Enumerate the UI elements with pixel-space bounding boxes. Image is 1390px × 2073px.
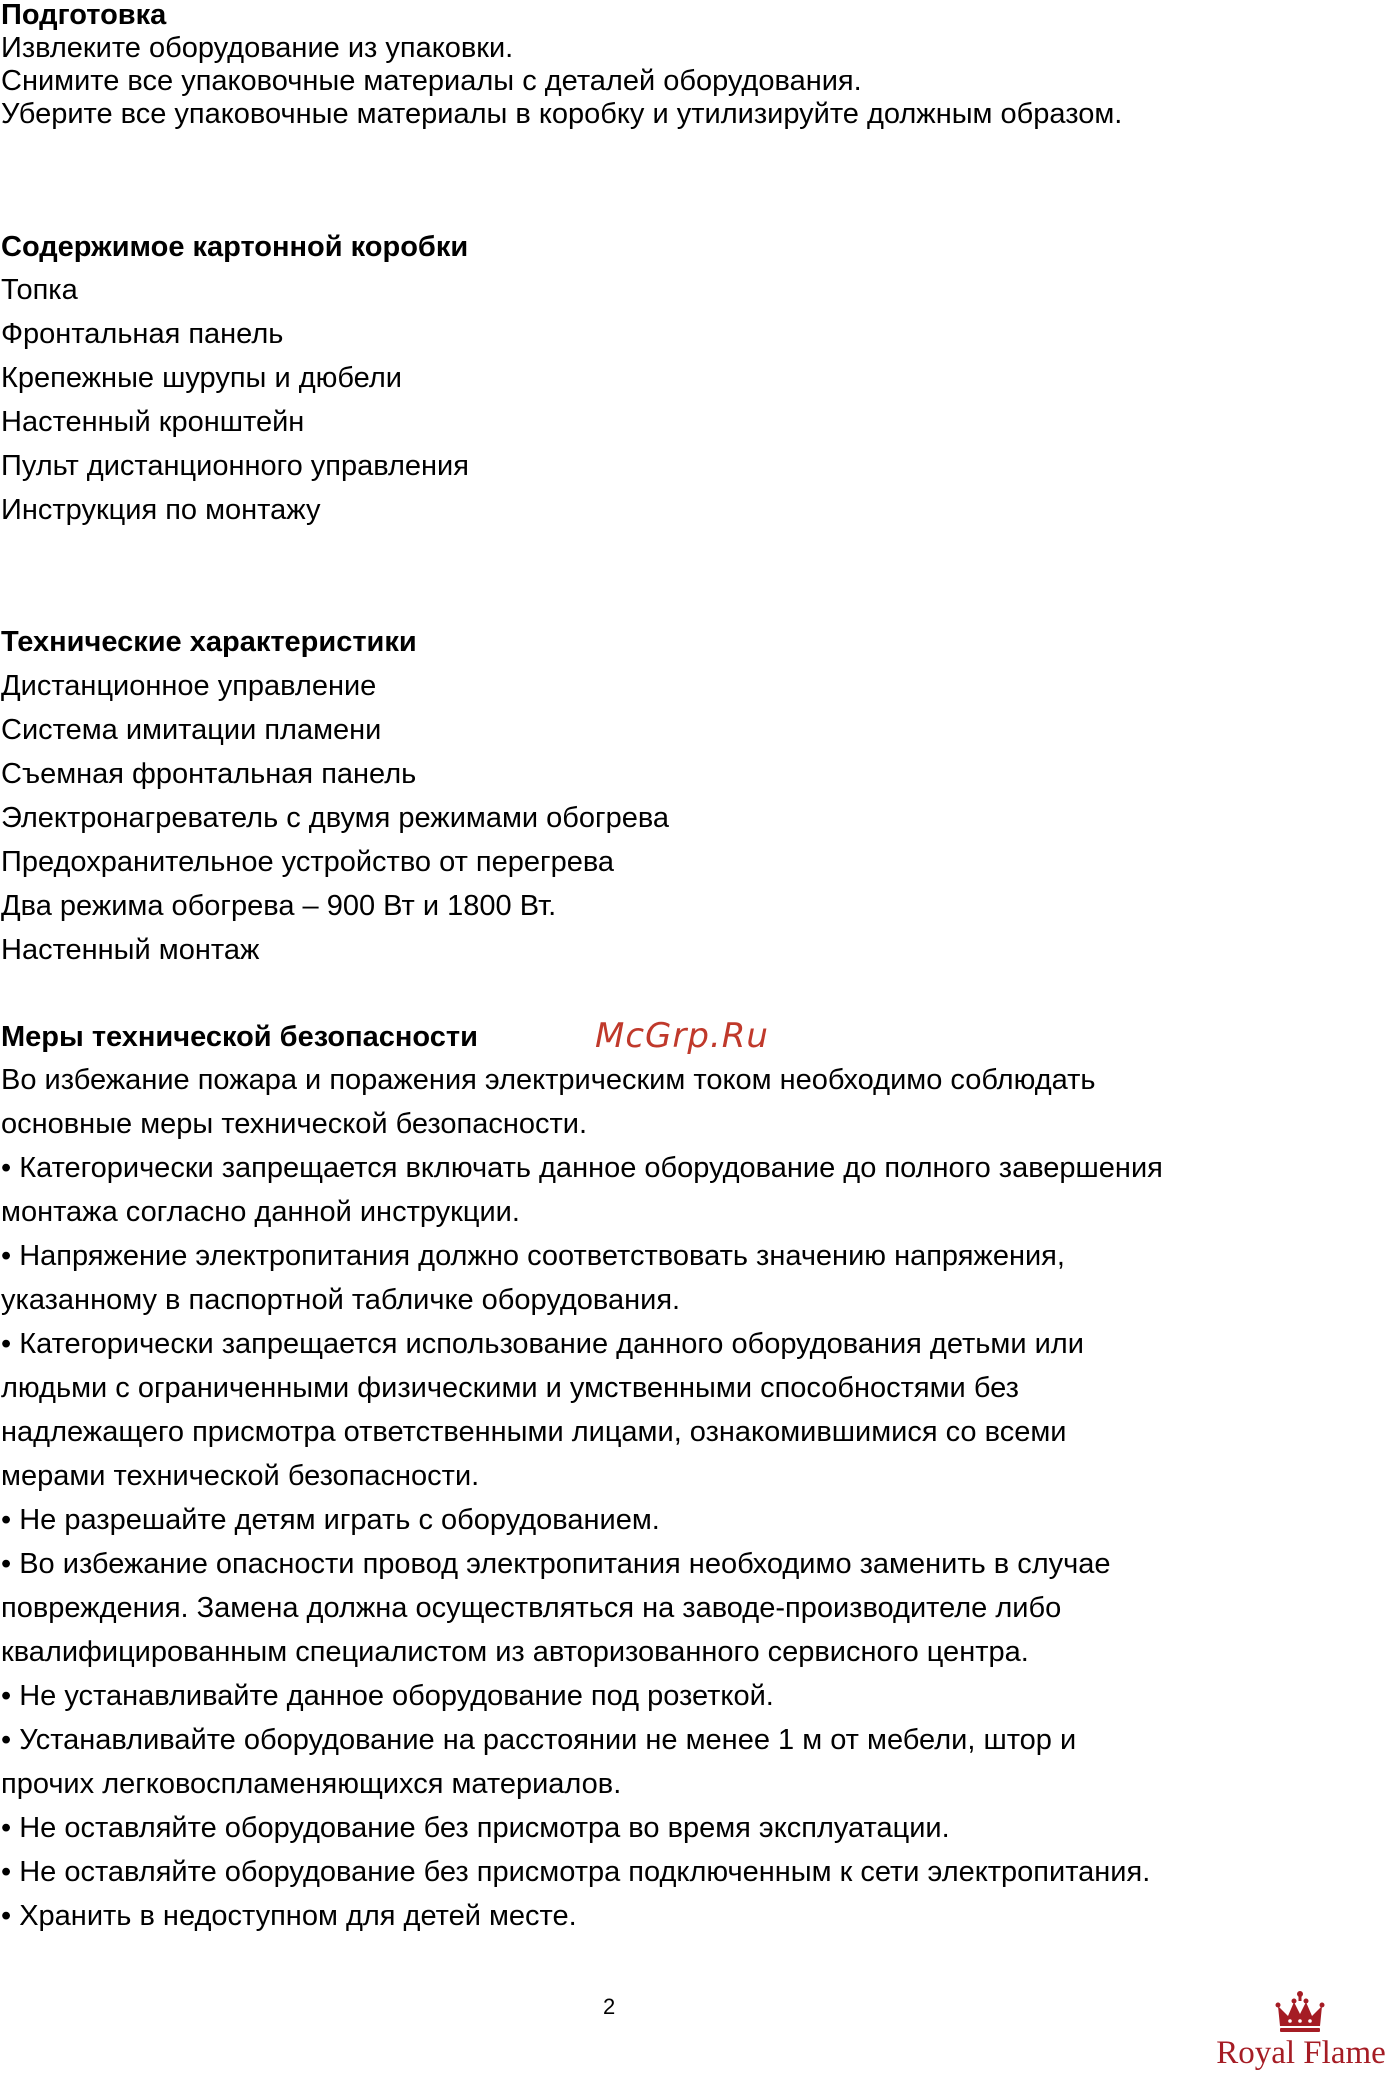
safety-line: • Не оставляйте оборудование без присмотра во время эксплуатации. xyxy=(1,1812,950,1844)
safety-line: людьми с ограниченными физическими и умственными способностями без xyxy=(1,1372,1019,1404)
safety-line: прочих легковоспламеняющихся материалов. xyxy=(1,1768,622,1800)
prep-line: Снимите все упаковочные материалы с деталей оборудования. xyxy=(1,65,862,97)
safety-line: мерами технической безопасности. xyxy=(1,1460,480,1492)
section-title-prep: Подготовка xyxy=(1,0,167,31)
contents-line: Настенный кронштейн xyxy=(1,406,305,438)
specs-line: Предохранительное устройство от перегрева xyxy=(1,846,615,878)
safety-line: • Не оставляйте оборудование без присмотра подключенным к сети электропитания. xyxy=(1,1856,1151,1888)
safety-line: • Не разрешайте детям играть с оборудованием. xyxy=(1,1504,660,1536)
specs-line: Съемная фронтальная панель xyxy=(1,758,417,790)
safety-line: • Категорически запрещается включать данное оборудование до полного завершения xyxy=(1,1152,1163,1184)
prep-line: Уберите все упаковочные материалы в коробку и утилизируйте должным образом. xyxy=(1,98,1123,130)
brand-name: Royal Flame xyxy=(1216,2035,1386,2071)
prep-line: Извлеките оборудование из упаковки. xyxy=(1,32,514,64)
safety-line: • Во избежание опасности провод электропитания необходимо заменить в случае xyxy=(1,1548,1111,1580)
section-title-safety: Меры технической безопасности xyxy=(1,1021,478,1053)
specs-line: Два режима обогрева – 900 Вт и 1800 Вт. xyxy=(1,890,557,922)
safety-line: монтажа согласно данной инструкции. xyxy=(1,1196,520,1228)
safety-line: • Устанавливайте оборудование на расстоянии не менее 1 м от мебели, штор и xyxy=(1,1724,1077,1756)
page-number: 2 xyxy=(603,1994,616,2019)
contents-line: Крепежные шурупы и дюбели xyxy=(1,362,402,394)
safety-line: основные меры технической безопасности. xyxy=(1,1108,588,1140)
specs-line: Дистанционное управление xyxy=(1,670,377,702)
contents-line: Фронтальная панель xyxy=(1,318,284,350)
crown-icon xyxy=(1274,1990,1326,2034)
watermark: McGrp.Ru xyxy=(595,1016,769,1056)
specs-line: Электронагреватель с двумя режимами обогрева xyxy=(1,802,670,834)
safety-line: • Хранить в недоступном для детей месте. xyxy=(1,1900,577,1932)
safety-line: • Напряжение электропитания должно соответствовать значению напряжения, xyxy=(1,1240,1065,1272)
safety-line: • Категорически запрещается использование данного оборудования детьми или xyxy=(1,1328,1084,1360)
safety-line: надлежащего присмотра ответственными лицами, ознакомившимися со всеми xyxy=(1,1416,1067,1448)
safety-line: Во избежание пожара и поражения электрическим током необходимо соблюдать xyxy=(1,1064,1096,1096)
safety-line: • Не устанавливайте данное оборудование под розеткой. xyxy=(1,1680,774,1712)
contents-line: Инструкция по монтажу xyxy=(1,494,321,526)
brand-logo xyxy=(1212,1990,1390,2073)
specs-line: Настенный монтаж xyxy=(1,934,260,966)
section-title-contents: Содержимое картонной коробки xyxy=(1,231,469,263)
specs-line: Система имитации пламени xyxy=(1,714,382,746)
section-title-specs: Технические характеристики xyxy=(1,626,417,658)
safety-line: квалифицированным специалистом из авторизованного сервисного центра. xyxy=(1,1636,1029,1668)
safety-line: повреждения. Замена должна осуществляться на заводе-производителе либо xyxy=(1,1592,1062,1624)
contents-line: Топка xyxy=(1,274,78,306)
contents-line: Пульт дистанционного управления xyxy=(1,450,469,482)
safety-line: указанному в паспортной табличке оборудования. xyxy=(1,1284,681,1316)
